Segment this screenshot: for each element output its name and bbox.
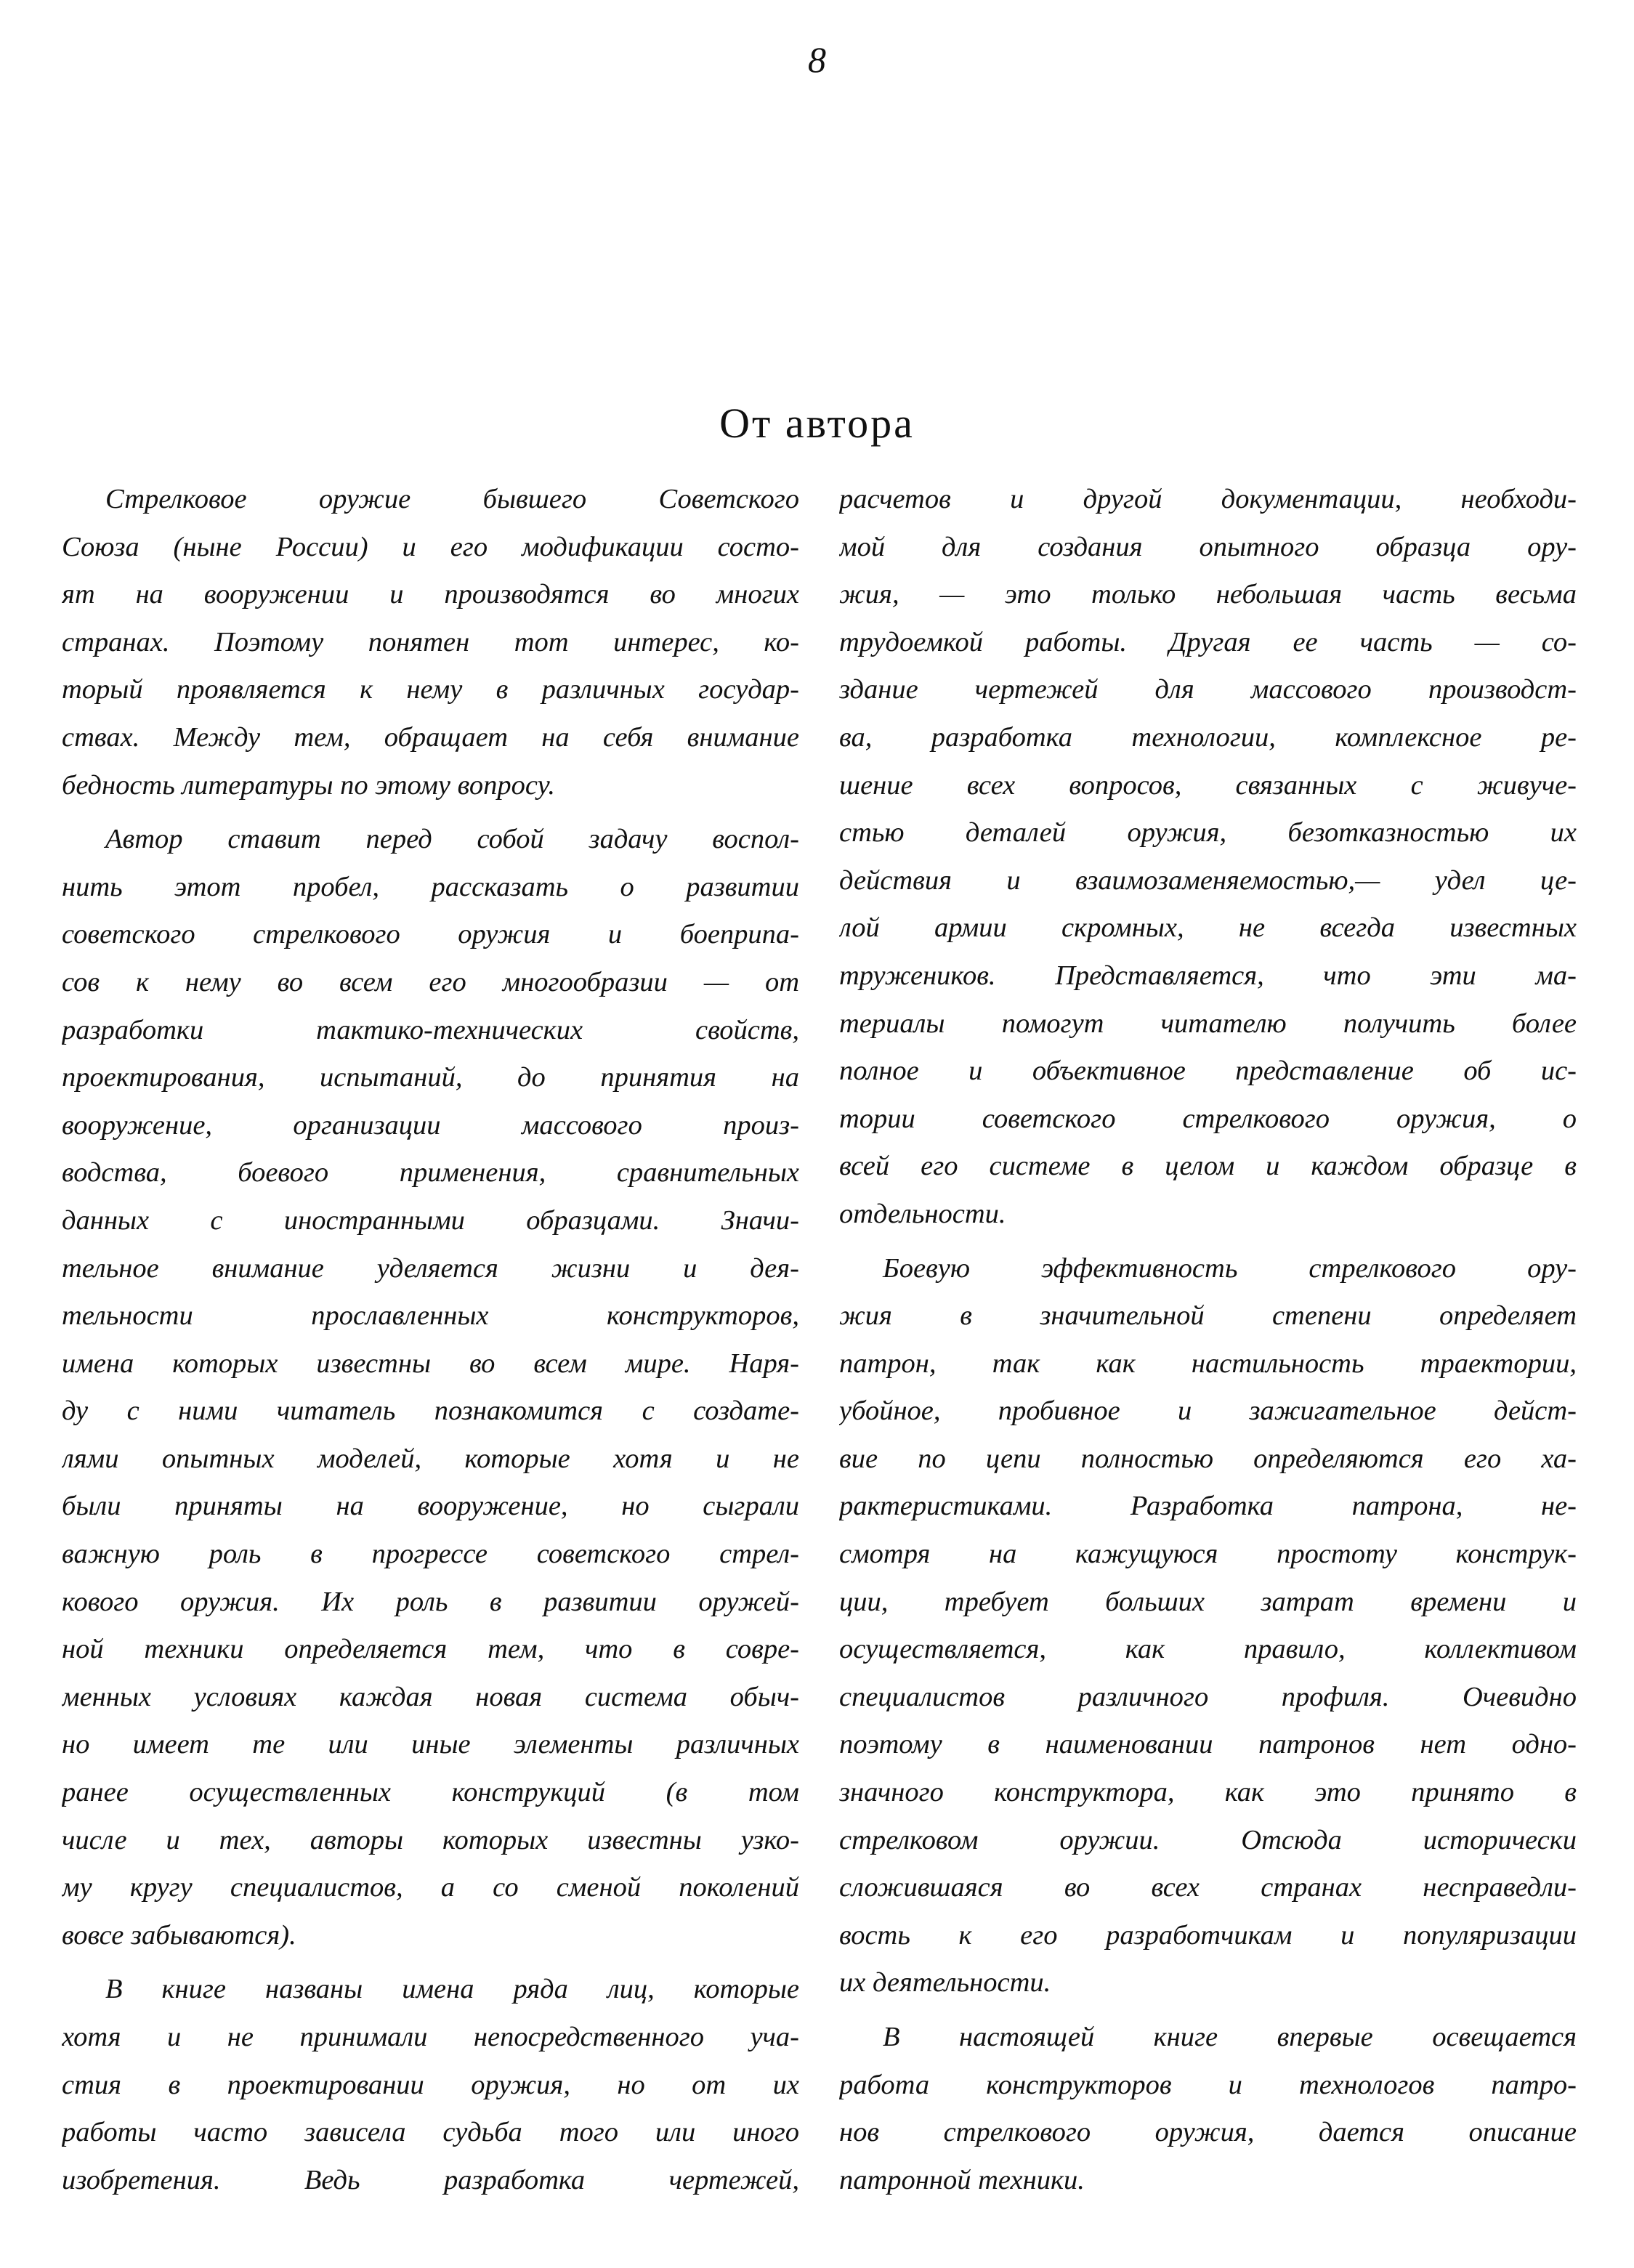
text-line: числе и тех, авторы которых известны узко-	[62, 1824, 799, 1855]
text-line: ствах. Между тем, обращает на себя внимание	[62, 721, 799, 753]
text-line: шение всех вопросов, связанных с живуче-	[839, 769, 1577, 801]
text-line: нов стрелкового оружия, дается описание	[839, 2117, 1577, 2148]
text-line: В настоящей книге впервые освещается	[883, 2022, 1577, 2052]
text-line: значного конструктора, как это принято в	[839, 1777, 1577, 1808]
text-line: трудоемкой работы. Другая ее часть — со-	[839, 626, 1577, 657]
text-line: важную роль в прогрессе советского стрел-	[62, 1539, 799, 1570]
left-column	[62, 476, 799, 2204]
text-line: сов к нему во всем его многообразии — от	[62, 966, 799, 997]
page-number: 8	[808, 39, 826, 80]
right-column	[839, 476, 1577, 2204]
text-line: Автор ставит перед собой задачу воспол-	[105, 824, 799, 855]
text-line: менных условиях каждая новая система обыч-	[62, 1681, 799, 1712]
text-line: ва, разработка технологии, комплексное ре-	[839, 721, 1577, 753]
text-line: вие по цепи полностью определяются его ха-	[839, 1443, 1577, 1474]
text-line: Стрелковое оружие бывшего Советского	[105, 484, 799, 514]
text-line: хотя и не принимали непосредственного уча-	[62, 2022, 799, 2052]
text-line: нить этот пробел, рассказать о развитии	[62, 871, 799, 902]
text-line: жия, — это только небольшая часть весьма	[839, 579, 1577, 610]
text-line: Боевую эффективность стрелкового ору-	[883, 1252, 1577, 1284]
text-line: Союза (ныне России) и его модификации состо-	[62, 531, 799, 562]
text-line: полное и объективное представление об ис-	[839, 1056, 1577, 1087]
text-line: работа конструкторов и технологов патро-	[839, 2069, 1577, 2100]
text-line: стью деталей оружия, безотказностью их	[839, 817, 1577, 849]
text-line: но имеет те или иные элементы различных	[62, 1729, 799, 1760]
text-line: их деятельности.	[839, 1967, 1051, 1998]
text-line: лой армии скромных, не всегда известных	[839, 912, 1577, 944]
text-line: В книге названы имена ряда лиц, которые	[105, 1974, 799, 2005]
text-line: расчетов и другой документации, необходи-	[839, 484, 1577, 514]
text-line: вовсе забываются).	[62, 1919, 296, 1951]
text-line: проектирования, испытаний, до принятия на	[62, 1062, 799, 1093]
text-line: водства, боевого применения, сравнительных	[62, 1157, 799, 1188]
text-line: ду с ними читатель познакомится с создате-	[62, 1396, 799, 1427]
text-line: разработки тактико-технических свойств,	[62, 1014, 799, 1045]
text-line: убойное, пробивное и зажигательное дейст-	[839, 1396, 1577, 1427]
text-line: были приняты на вооружение, но сыграли	[62, 1491, 799, 1522]
text-line: смотря на кажущуюся простоту конструк-	[839, 1539, 1577, 1570]
text-line: поэтому в наименовании патронов нет одно-	[839, 1729, 1577, 1760]
text-line: тельности прославленных конструкторов,	[62, 1300, 799, 1332]
text-line: жия в значительной степени определяет	[839, 1300, 1577, 1332]
text-line: отдельности.	[839, 1198, 1006, 1229]
text-line: вооружение, организации массового произ-	[62, 1109, 799, 1141]
text-line: работы часто зависела судьба того или иного	[62, 2117, 799, 2148]
text-line: данных с иностранными образцами. Значи-	[62, 1204, 799, 1236]
text-line: всей его системе в целом и каждом образце в	[839, 1151, 1577, 1182]
text-line: ранее осуществленных конструкций (в том	[62, 1777, 799, 1808]
text-line: изобретения. Ведь разработка чертежей,	[62, 2164, 799, 2195]
text-line: здание чертежей для массового производст-	[839, 674, 1577, 705]
text-line: патрон, так как настильность траектории,	[839, 1348, 1577, 1379]
text-line: патронной техники.	[839, 2164, 1085, 2195]
text-line: му кругу специалистов, а со сменой поколений	[62, 1872, 799, 1903]
text-line: бедность литературы по этому вопросу.	[62, 769, 555, 801]
text-line: осуществляется, как правило, коллективом	[839, 1634, 1577, 1665]
text-line: кового оружия. Их роль в развитии оружей-	[62, 1586, 799, 1617]
section-title: От автора	[719, 400, 915, 447]
text-line: рактеристиками. Разработка патрона, не-	[839, 1491, 1577, 1522]
text-line: действия и взаимозаменяемостью,— удел це-	[839, 864, 1577, 896]
text-line: сложившаяся во всех странах несправедли-	[839, 1872, 1577, 1903]
text-line: териалы помогут читателю получить более	[839, 1008, 1577, 1039]
text-line: мой для создания опытного образца ору-	[839, 531, 1577, 562]
text-line: вость к его разработчикам и популяризации	[839, 1919, 1577, 1951]
text-line: специалистов различного профиля. Очевидно	[839, 1681, 1577, 1712]
text-line: тружеников. Представляется, что эти ма-	[839, 960, 1577, 991]
text-line: ции, требует больших затрат времени и	[839, 1586, 1577, 1617]
text-line: ят на вооружении и производятся во многих	[62, 579, 799, 610]
text-line: имена которых известны во всем мире. Наря-	[62, 1348, 799, 1379]
text-line: ной техники определяется тем, что в совре-	[62, 1634, 799, 1665]
text-line: тельное внимание уделяется жизни и дея-	[62, 1252, 799, 1284]
text-line: стия в проектировании оружия, но от их	[62, 2069, 799, 2100]
text-line: странах. Поэтому понятен тот интерес, ко-	[62, 626, 799, 657]
text-line: тории советского стрелкового оружия, о	[839, 1103, 1577, 1134]
text-line: лями опытных моделей, которые хотя и не	[62, 1443, 799, 1474]
text-line: советского стрелкового оружия и боеприпа-	[62, 919, 799, 950]
text-line: торый проявляется к нему в различных государ-	[62, 674, 799, 705]
text-line: стрелковом оружии. Отсюда исторически	[839, 1824, 1577, 1855]
